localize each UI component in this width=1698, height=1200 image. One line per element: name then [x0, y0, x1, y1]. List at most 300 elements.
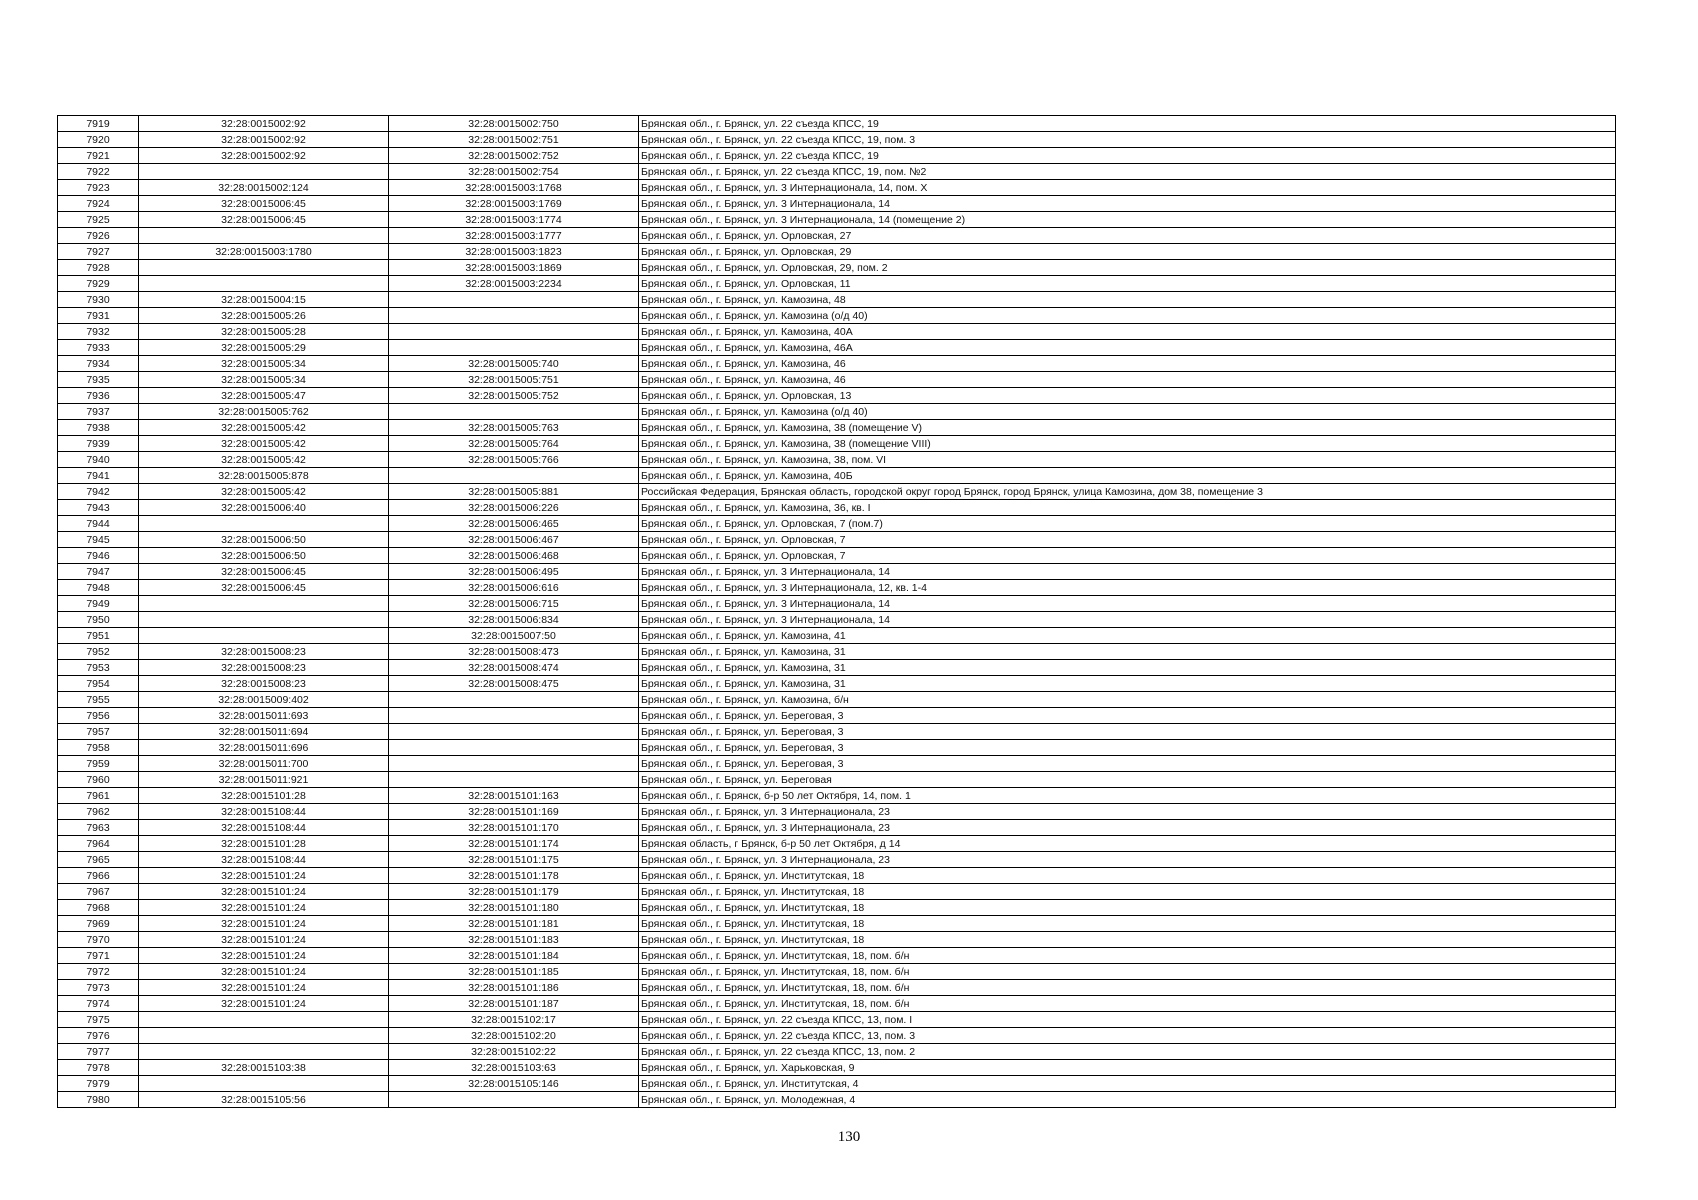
object-cadastral-number-cell: 32:28:0015006:834	[389, 612, 639, 628]
address-cell: Брянская обл., г. Брянск, ул. Орловская, 29, пом. 2	[639, 260, 1616, 276]
land-parcel-cadastral-number-cell	[139, 164, 389, 180]
row-number-cell: 7936	[58, 388, 139, 404]
table-row	[58, 596, 1616, 612]
row-number-cell: 7958	[58, 740, 139, 756]
land-parcel-cadastral-number-cell: 32:28:0015004:15	[139, 292, 389, 308]
row-number-cell: 7955	[58, 692, 139, 708]
table-row	[58, 836, 1616, 852]
object-cadastral-number-cell	[389, 292, 639, 308]
row-number-cell: 7960	[58, 772, 139, 788]
land-parcel-cadastral-number-cell: 32:28:0015005:42	[139, 452, 389, 468]
object-cadastral-number-cell: 32:28:0015101:184	[389, 948, 639, 964]
land-parcel-cadastral-number-cell: 32:28:0015108:44	[139, 804, 389, 820]
address-cell: Брянская обл., г. Брянск, ул. 3 Интернационала, 14	[639, 196, 1616, 212]
row-number-cell: 7970	[58, 932, 139, 948]
address-cell: Брянская обл., г. Брянск, ул. 22 съезда КПСС, 19	[639, 148, 1616, 164]
object-cadastral-number-cell: 32:28:0015105:146	[389, 1076, 639, 1092]
table-row	[58, 612, 1616, 628]
table-row	[58, 388, 1616, 404]
row-number-cell: 7969	[58, 916, 139, 932]
address-cell: Брянская обл., г. Брянск, ул. Береговая	[639, 772, 1616, 788]
land-parcel-cadastral-number-cell: 32:28:0015108:44	[139, 852, 389, 868]
row-number-cell: 7933	[58, 340, 139, 356]
row-number-cell: 7949	[58, 596, 139, 612]
row-number-cell: 7924	[58, 196, 139, 212]
row-number-cell: 7976	[58, 1028, 139, 1044]
address-cell: Брянская обл., г. Брянск, ул. Камозина, 31	[639, 644, 1616, 660]
land-parcel-cadastral-number-cell	[139, 612, 389, 628]
table-row	[58, 260, 1616, 276]
land-parcel-cadastral-number-cell: 32:28:0015005:878	[139, 468, 389, 484]
object-cadastral-number-cell	[389, 708, 639, 724]
table-row	[58, 340, 1616, 356]
row-number-cell: 7945	[58, 532, 139, 548]
address-cell: Брянская обл., г. Брянск, ул. Орловская, 13	[639, 388, 1616, 404]
land-parcel-cadastral-number-cell	[139, 596, 389, 612]
object-cadastral-number-cell: 32:28:0015103:63	[389, 1060, 639, 1076]
row-number-cell: 7952	[58, 644, 139, 660]
object-cadastral-number-cell: 32:28:0015101:175	[389, 852, 639, 868]
object-cadastral-number-cell: 32:28:0015101:186	[389, 980, 639, 996]
row-number-cell: 7938	[58, 420, 139, 436]
row-number-cell: 7974	[58, 996, 139, 1012]
row-number-cell: 7967	[58, 884, 139, 900]
object-cadastral-number-cell: 32:28:0015003:1774	[389, 212, 639, 228]
object-cadastral-number-cell	[389, 756, 639, 772]
address-cell: Брянская обл., г. Брянск, ул. Орловская, 29	[639, 244, 1616, 260]
address-cell: Брянская обл., г. Брянск, ул. Орловская, 11	[639, 276, 1616, 292]
land-parcel-cadastral-number-cell: 32:28:0015008:23	[139, 644, 389, 660]
object-cadastral-number-cell: 32:28:0015005:881	[389, 484, 639, 500]
row-number-cell: 7961	[58, 788, 139, 804]
object-cadastral-number-cell: 32:28:0015007:50	[389, 628, 639, 644]
address-cell: Брянская обл., г. Брянск, ул. Орловская, 27	[639, 228, 1616, 244]
object-cadastral-number-cell	[389, 772, 639, 788]
table-row	[58, 628, 1616, 644]
address-cell: Брянская обл., г. Брянск, ул. Институтская, 18	[639, 900, 1616, 916]
address-cell: Брянская обл., г. Брянск, ул. 3 Интернационала, 14 (помещение 2)	[639, 212, 1616, 228]
object-cadastral-number-cell: 32:28:0015003:2234	[389, 276, 639, 292]
land-parcel-cadastral-number-cell: 32:28:0015101:24	[139, 996, 389, 1012]
row-number-cell: 7944	[58, 516, 139, 532]
row-number-cell: 7964	[58, 836, 139, 852]
object-cadastral-number-cell: 32:28:0015006:616	[389, 580, 639, 596]
object-cadastral-number-cell: 32:28:0015006:715	[389, 596, 639, 612]
address-cell: Брянская обл., г. Брянск, ул. 3 Интернационала, 12, кв. 1-4	[639, 580, 1616, 596]
land-parcel-cadastral-number-cell: 32:28:0015006:45	[139, 580, 389, 596]
table-row	[58, 580, 1616, 596]
table-row	[58, 532, 1616, 548]
land-parcel-cadastral-number-cell: 32:28:0015005:26	[139, 308, 389, 324]
land-parcel-cadastral-number-cell: 32:28:0015005:42	[139, 484, 389, 500]
address-cell: Брянская обл., г. Брянск, ул. Институтская, 18	[639, 916, 1616, 932]
row-number-cell: 7973	[58, 980, 139, 996]
table-row	[58, 660, 1616, 676]
table-row	[58, 324, 1616, 340]
row-number-cell: 7971	[58, 948, 139, 964]
land-parcel-cadastral-number-cell: 32:28:0015002:92	[139, 148, 389, 164]
row-number-cell: 7968	[58, 900, 139, 916]
object-cadastral-number-cell: 32:28:0015101:187	[389, 996, 639, 1012]
land-parcel-cadastral-number-cell: 32:28:0015011:921	[139, 772, 389, 788]
object-cadastral-number-cell: 32:28:0015006:467	[389, 532, 639, 548]
table-row	[58, 884, 1616, 900]
row-number-cell: 7962	[58, 804, 139, 820]
land-parcel-cadastral-number-cell: 32:28:0015005:29	[139, 340, 389, 356]
object-cadastral-number-cell: 32:28:0015003:1777	[389, 228, 639, 244]
row-number-cell: 7948	[58, 580, 139, 596]
land-parcel-cadastral-number-cell: 32:28:0015101:24	[139, 916, 389, 932]
row-number-cell: 7927	[58, 244, 139, 260]
land-parcel-cadastral-number-cell: 32:28:0015101:24	[139, 868, 389, 884]
object-cadastral-number-cell: 32:28:0015101:180	[389, 900, 639, 916]
table-row	[58, 724, 1616, 740]
row-number-cell: 7980	[58, 1092, 139, 1108]
address-cell: Брянская обл., г. Брянск, ул. Институтская, 18, пом. б/н	[639, 996, 1616, 1012]
row-number-cell: 7930	[58, 292, 139, 308]
row-number-cell: 7979	[58, 1076, 139, 1092]
address-cell: Брянская обл., г. Брянск, ул. Камозина (о/д 40)	[639, 308, 1616, 324]
row-number-cell: 7921	[58, 148, 139, 164]
table-row	[58, 132, 1616, 148]
table-row	[58, 420, 1616, 436]
table-row	[58, 948, 1616, 964]
object-cadastral-number-cell: 32:28:0015005:764	[389, 436, 639, 452]
land-parcel-cadastral-number-cell: 32:28:0015103:38	[139, 1060, 389, 1076]
land-parcel-cadastral-number-cell: 32:28:0015009:402	[139, 692, 389, 708]
land-parcel-cadastral-number-cell: 32:28:0015005:47	[139, 388, 389, 404]
address-cell: Брянская обл., г. Брянск, ул. Институтская, 18	[639, 868, 1616, 884]
table-row	[58, 676, 1616, 692]
address-cell: Брянская обл., г. Брянск, ул. Камозина, 31	[639, 676, 1616, 692]
object-cadastral-number-cell: 32:28:0015101:178	[389, 868, 639, 884]
object-cadastral-number-cell: 32:28:0015101:169	[389, 804, 639, 820]
object-cadastral-number-cell: 32:28:0015102:22	[389, 1044, 639, 1060]
table-row	[58, 868, 1616, 884]
object-cadastral-number-cell	[389, 324, 639, 340]
row-number-cell: 7922	[58, 164, 139, 180]
row-number-cell: 7925	[58, 212, 139, 228]
row-number-cell: 7946	[58, 548, 139, 564]
records-table-body	[58, 116, 1616, 1108]
land-parcel-cadastral-number-cell: 32:28:0015101:24	[139, 932, 389, 948]
table-row	[58, 500, 1616, 516]
land-parcel-cadastral-number-cell	[139, 276, 389, 292]
land-parcel-cadastral-number-cell	[139, 1076, 389, 1092]
land-parcel-cadastral-number-cell: 32:28:0015011:700	[139, 756, 389, 772]
address-cell: Брянская область, г Брянск, б-р 50 лет Октября, д 14	[639, 836, 1616, 852]
land-parcel-cadastral-number-cell	[139, 516, 389, 532]
address-cell: Брянская обл., г. Брянск, ул. Молодежная, 4	[639, 1092, 1616, 1108]
object-cadastral-number-cell: 32:28:0015101:163	[389, 788, 639, 804]
table-row	[58, 196, 1616, 212]
table-row	[58, 1028, 1616, 1044]
address-cell: Брянская обл., г. Брянск, ул. Институтская, 18, пом. б/н	[639, 948, 1616, 964]
table-row	[58, 292, 1616, 308]
land-parcel-cadastral-number-cell: 32:28:0015005:34	[139, 372, 389, 388]
object-cadastral-number-cell: 32:28:0015102:20	[389, 1028, 639, 1044]
land-parcel-cadastral-number-cell: 32:28:0015005:762	[139, 404, 389, 420]
address-cell: Брянская обл., г. Брянск, ул. Харьковская, 9	[639, 1060, 1616, 1076]
address-cell: Брянская обл., г. Брянск, ул. 3 Интернационала, 23	[639, 820, 1616, 836]
table-row	[58, 996, 1616, 1012]
table-row	[58, 244, 1616, 260]
object-cadastral-number-cell	[389, 308, 639, 324]
table-row	[58, 1076, 1616, 1092]
address-cell: Брянская обл., г. Брянск, ул. 3 Интернационала, 14	[639, 564, 1616, 580]
row-number-cell: 7951	[58, 628, 139, 644]
table-row	[58, 916, 1616, 932]
table-row	[58, 980, 1616, 996]
land-parcel-cadastral-number-cell: 32:28:0015005:42	[139, 436, 389, 452]
land-parcel-cadastral-number-cell	[139, 1012, 389, 1028]
table-row	[58, 116, 1616, 132]
land-parcel-cadastral-number-cell: 32:28:0015008:23	[139, 660, 389, 676]
address-cell: Брянская обл., г. Брянск, ул. Камозина, 40А	[639, 324, 1616, 340]
row-number-cell: 7923	[58, 180, 139, 196]
address-cell: Брянская обл., г. Брянск, ул. Береговая, 3	[639, 756, 1616, 772]
table-row	[58, 1012, 1616, 1028]
table-row	[58, 964, 1616, 980]
address-cell: Брянская обл., г. Брянск, ул. Камозина, 38 (помещение V)	[639, 420, 1616, 436]
table-row	[58, 852, 1616, 868]
land-parcel-cadastral-number-cell: 32:28:0015101:24	[139, 948, 389, 964]
address-cell: Брянская обл., г. Брянск, ул. Камозина, 46	[639, 356, 1616, 372]
address-cell: Брянская обл., г. Брянск, ул. 22 съезда КПСС, 13, пом. I	[639, 1012, 1616, 1028]
land-parcel-cadastral-number-cell: 32:28:0015006:45	[139, 212, 389, 228]
row-number-cell: 7957	[58, 724, 139, 740]
table-row	[58, 212, 1616, 228]
land-parcel-cadastral-number-cell: 32:28:0015101:24	[139, 980, 389, 996]
land-parcel-cadastral-number-cell: 32:28:0015006:50	[139, 532, 389, 548]
address-cell: Брянская обл., г. Брянск, ул. Камозина, 48	[639, 292, 1616, 308]
table-row	[58, 740, 1616, 756]
address-cell: Брянская обл., г. Брянск, ул. Институтская, 18	[639, 932, 1616, 948]
object-cadastral-number-cell: 32:28:0015005:751	[389, 372, 639, 388]
row-number-cell: 7935	[58, 372, 139, 388]
table-row	[58, 932, 1616, 948]
table-row	[58, 436, 1616, 452]
land-parcel-cadastral-number-cell: 32:28:0015005:42	[139, 420, 389, 436]
object-cadastral-number-cell: 32:28:0015006:468	[389, 548, 639, 564]
row-number-cell: 7953	[58, 660, 139, 676]
table-row	[58, 1060, 1616, 1076]
land-parcel-cadastral-number-cell: 32:28:0015101:28	[139, 836, 389, 852]
address-cell: Брянская обл., г. Брянск, ул. 3 Интернационала, 14, пом. X	[639, 180, 1616, 196]
table-row	[58, 708, 1616, 724]
row-number-cell: 7926	[58, 228, 139, 244]
row-number-cell: 7943	[58, 500, 139, 516]
address-cell: Брянская обл., г. Брянск, ул. Камозина (о/д 40)	[639, 404, 1616, 420]
land-parcel-cadastral-number-cell: 32:28:0015006:50	[139, 548, 389, 564]
row-number-cell: 7919	[58, 116, 139, 132]
address-cell: Брянская обл., г. Брянск, ул. Институтская, 18	[639, 884, 1616, 900]
address-cell: Брянская обл., г. Брянск, ул. Береговая, 3	[639, 724, 1616, 740]
address-cell: Брянская обл., г. Брянск, ул. 3 Интернационала, 14	[639, 596, 1616, 612]
address-cell: Брянская обл., г. Брянск, ул. Орловская, 7	[639, 532, 1616, 548]
address-cell: Российская Федерация, Брянская область, городской округ город Брянск, город Брянск, улица Камозина, дом 38, помещение 3	[639, 484, 1616, 500]
object-cadastral-number-cell: 32:28:0015101:179	[389, 884, 639, 900]
land-parcel-cadastral-number-cell: 32:28:0015003:1780	[139, 244, 389, 260]
land-parcel-cadastral-number-cell: 32:28:0015011:693	[139, 708, 389, 724]
address-cell: Брянская обл., г. Брянск, ул. Береговая, 3	[639, 708, 1616, 724]
row-number-cell: 7920	[58, 132, 139, 148]
table-row	[58, 148, 1616, 164]
object-cadastral-number-cell	[389, 468, 639, 484]
address-cell: Брянская обл., г. Брянск, ул. 22 съезда КПСС, 19, пом. №2	[639, 164, 1616, 180]
object-cadastral-number-cell: 32:28:0015008:473	[389, 644, 639, 660]
table-row	[58, 308, 1616, 324]
table-row	[58, 1092, 1616, 1108]
object-cadastral-number-cell: 32:28:0015005:766	[389, 452, 639, 468]
object-cadastral-number-cell: 32:28:0015003:1869	[389, 260, 639, 276]
land-parcel-cadastral-number-cell: 32:28:0015005:34	[139, 356, 389, 372]
object-cadastral-number-cell: 32:28:0015101:183	[389, 932, 639, 948]
object-cadastral-number-cell: 32:28:0015002:751	[389, 132, 639, 148]
land-parcel-cadastral-number-cell	[139, 228, 389, 244]
row-number-cell: 7931	[58, 308, 139, 324]
object-cadastral-number-cell: 32:28:0015102:17	[389, 1012, 639, 1028]
table-row	[58, 772, 1616, 788]
address-cell: Брянская обл., г. Брянск, ул. 3 Интернационала, 14	[639, 612, 1616, 628]
address-cell: Брянская обл., г. Брянск, ул. Камозина, 41	[639, 628, 1616, 644]
address-cell: Брянская обл., г. Брянск, ул. Камозина, 46	[639, 372, 1616, 388]
table-row	[58, 276, 1616, 292]
land-parcel-cadastral-number-cell: 32:28:0015011:696	[139, 740, 389, 756]
object-cadastral-number-cell: 32:28:0015101:174	[389, 836, 639, 852]
row-number-cell: 7950	[58, 612, 139, 628]
object-cadastral-number-cell: 32:28:0015002:752	[389, 148, 639, 164]
row-number-cell: 7947	[58, 564, 139, 580]
table-row	[58, 820, 1616, 836]
row-number-cell: 7963	[58, 820, 139, 836]
object-cadastral-number-cell	[389, 692, 639, 708]
land-parcel-cadastral-number-cell: 32:28:0015002:124	[139, 180, 389, 196]
row-number-cell: 7972	[58, 964, 139, 980]
row-number-cell: 7941	[58, 468, 139, 484]
row-number-cell: 7937	[58, 404, 139, 420]
object-cadastral-number-cell: 32:28:0015003:1768	[389, 180, 639, 196]
land-parcel-cadastral-number-cell: 32:28:0015002:92	[139, 132, 389, 148]
row-number-cell: 7942	[58, 484, 139, 500]
object-cadastral-number-cell: 32:28:0015005:740	[389, 356, 639, 372]
land-parcel-cadastral-number-cell	[139, 260, 389, 276]
object-cadastral-number-cell: 32:28:0015002:750	[389, 116, 639, 132]
land-parcel-cadastral-number-cell: 32:28:0015008:23	[139, 676, 389, 692]
land-parcel-cadastral-number-cell: 32:28:0015101:28	[139, 788, 389, 804]
page-number: 130	[837, 1129, 861, 1145]
table-row	[58, 788, 1616, 804]
table-row	[58, 1044, 1616, 1060]
table-row	[58, 692, 1616, 708]
row-number-cell: 7928	[58, 260, 139, 276]
address-cell: Брянская обл., г. Брянск, ул. Камозина, 36, кв. I	[639, 500, 1616, 516]
address-cell: Брянская обл., г. Брянск, ул. Камозина, 46А	[639, 340, 1616, 356]
table-row	[58, 548, 1616, 564]
address-cell: Брянская обл., г. Брянск, ул. Камозина, 38, пом. VI	[639, 452, 1616, 468]
land-parcel-cadastral-number-cell: 32:28:0015005:28	[139, 324, 389, 340]
land-parcel-cadastral-number-cell: 32:28:0015002:92	[139, 116, 389, 132]
row-number-cell: 7934	[58, 356, 139, 372]
land-parcel-cadastral-number-cell: 32:28:0015108:44	[139, 820, 389, 836]
land-parcel-cadastral-number-cell: 32:28:0015105:56	[139, 1092, 389, 1108]
row-number-cell: 7939	[58, 436, 139, 452]
table-row	[58, 900, 1616, 916]
address-cell: Брянская обл., г. Брянск, ул. Орловская, 7	[639, 548, 1616, 564]
row-number-cell: 7940	[58, 452, 139, 468]
land-parcel-cadastral-number-cell: 32:28:0015006:45	[139, 564, 389, 580]
table-row	[58, 164, 1616, 180]
table-row	[58, 756, 1616, 772]
table-row	[58, 404, 1616, 420]
address-cell: Брянская обл., г. Брянск, ул. Институтская, 18, пом. б/н	[639, 980, 1616, 996]
row-number-cell: 7966	[58, 868, 139, 884]
object-cadastral-number-cell: 32:28:0015008:474	[389, 660, 639, 676]
land-parcel-cadastral-number-cell	[139, 1028, 389, 1044]
object-cadastral-number-cell	[389, 340, 639, 356]
table-row	[58, 564, 1616, 580]
table-row	[58, 228, 1616, 244]
object-cadastral-number-cell	[389, 1092, 639, 1108]
row-number-cell: 7975	[58, 1012, 139, 1028]
land-parcel-cadastral-number-cell	[139, 1044, 389, 1060]
address-cell: Брянская обл., г. Брянск, ул. Институтская, 4	[639, 1076, 1616, 1092]
table-row	[58, 356, 1616, 372]
row-number-cell: 7954	[58, 676, 139, 692]
address-cell: Брянская обл., г. Брянск, ул. Камозина, б/н	[639, 692, 1616, 708]
object-cadastral-number-cell	[389, 404, 639, 420]
object-cadastral-number-cell: 32:28:0015101:185	[389, 964, 639, 980]
table-row	[58, 644, 1616, 660]
table-row	[58, 804, 1616, 820]
land-parcel-cadastral-number-cell: 32:28:0015006:40	[139, 500, 389, 516]
address-cell: Брянская обл., г. Брянск, ул. Камозина, 40Б	[639, 468, 1616, 484]
land-parcel-cadastral-number-cell: 32:28:0015101:24	[139, 964, 389, 980]
land-parcel-cadastral-number-cell	[139, 628, 389, 644]
object-cadastral-number-cell: 32:28:0015008:475	[389, 676, 639, 692]
address-cell: Брянская обл., г. Брянск, ул. Береговая, 3	[639, 740, 1616, 756]
land-parcel-cadastral-number-cell: 32:28:0015006:45	[139, 196, 389, 212]
land-parcel-cadastral-number-cell: 32:28:0015101:24	[139, 900, 389, 916]
object-cadastral-number-cell: 32:28:0015101:181	[389, 916, 639, 932]
object-cadastral-number-cell: 32:28:0015005:752	[389, 388, 639, 404]
address-cell: Брянская обл., г. Брянск, ул. 22 съезда КПСС, 19	[639, 116, 1616, 132]
object-cadastral-number-cell: 32:28:0015003:1823	[389, 244, 639, 260]
address-cell: Брянская обл., г. Брянск, ул. 22 съезда КПСС, 13, пом. 3	[639, 1028, 1616, 1044]
table-row	[58, 180, 1616, 196]
row-number-cell: 7978	[58, 1060, 139, 1076]
object-cadastral-number-cell	[389, 724, 639, 740]
address-cell: Брянская обл., г. Брянск, б-р 50 лет Октября, 14, пом. 1	[639, 788, 1616, 804]
table-row	[58, 372, 1616, 388]
land-parcel-cadastral-number-cell: 32:28:0015101:24	[139, 884, 389, 900]
object-cadastral-number-cell: 32:28:0015006:226	[389, 500, 639, 516]
address-cell: Брянская обл., г. Брянск, ул. 22 съезда КПСС, 19, пом. 3	[639, 132, 1616, 148]
address-cell: Брянская обл., г. Брянск, ул. Камозина, 31	[639, 660, 1616, 676]
row-number-cell: 7965	[58, 852, 139, 868]
table-row	[58, 452, 1616, 468]
object-cadastral-number-cell: 32:28:0015002:754	[389, 164, 639, 180]
row-number-cell: 7956	[58, 708, 139, 724]
row-number-cell: 7959	[58, 756, 139, 772]
object-cadastral-number-cell: 32:28:0015101:170	[389, 820, 639, 836]
address-cell: Брянская обл., г. Брянск, ул. 22 съезда КПСС, 13, пом. 2	[639, 1044, 1616, 1060]
address-cell: Брянская обл., г. Брянск, ул. 3 Интернационала, 23	[639, 804, 1616, 820]
table-row	[58, 516, 1616, 532]
object-cadastral-number-cell: 32:28:0015003:1769	[389, 196, 639, 212]
row-number-cell: 7929	[58, 276, 139, 292]
address-cell: Брянская обл., г. Брянск, ул. 3 Интернационала, 23	[639, 852, 1616, 868]
